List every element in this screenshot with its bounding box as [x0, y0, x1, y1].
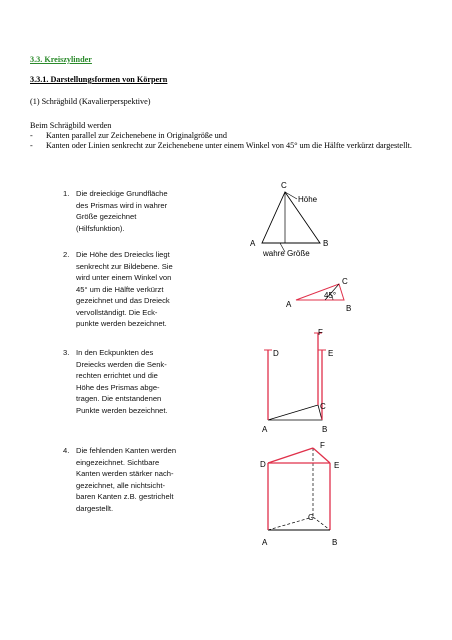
height-label: Höhe: [298, 195, 318, 204]
base-triangle: [268, 405, 322, 420]
vertex-label-e: E: [334, 461, 340, 470]
step-number: 2.: [63, 250, 70, 259]
step-line: gezeichnet und das Dreieck: [76, 296, 170, 305]
intro-text: Beim Schrägbild werden: [30, 121, 112, 130]
edge-ac-hidden: [268, 517, 313, 530]
angle-label: 45°: [324, 291, 337, 300]
step-line: wird unter einem Winkel von: [76, 273, 172, 282]
base-label: wahre Größe: [263, 249, 310, 258]
subsection-title: 3.3.1. Darstellungsformen von Körpern: [30, 75, 168, 84]
step-number: 1.: [63, 189, 70, 198]
vertex-label-a: A: [262, 538, 268, 547]
step-line: Kanten werden stärker nach-: [76, 469, 174, 478]
step-line: In den Eckpunkten des: [76, 348, 154, 357]
bullet-text: Kanten oder Linien senkrecht zur Zeichenebene unter einem Winkel von 45° um die Hälfte verkürzt dargestellt.: [46, 141, 412, 150]
vertex-label-f: F: [318, 328, 323, 337]
figure-1-triangle: [250, 181, 328, 258]
bullet-dash: -: [30, 131, 33, 140]
step-line: 45° um die Hälfte verkürzt: [76, 284, 164, 294]
figure-3-perpendiculars: [262, 328, 333, 434]
vertex-label-c: C: [308, 513, 314, 522]
step-line: punkte werden bezeichnet.: [76, 319, 167, 328]
bullet-text: Kanten parallel zur Zeichenebene in Originalgröße und: [46, 131, 227, 140]
edge-fe: [313, 448, 330, 463]
vertex-label-c: C: [320, 402, 326, 411]
vertex-label-c: C: [281, 181, 287, 190]
item-heading: (1) Schrägbild (Kavalierperspektive): [30, 97, 151, 106]
step-line: dargestellt.: [76, 503, 114, 513]
vertex-label-d: D: [273, 349, 279, 358]
height-label-leader: [285, 192, 297, 199]
vertex-label-d: D: [260, 460, 266, 469]
step-line: Größe gezeichnet: [76, 212, 137, 221]
step-line: tragen. Die entstandenen: [76, 394, 162, 403]
step-line: Die dreieckige Grundfläche: [76, 189, 168, 198]
step-line: Höhe des Prismas abge-: [76, 382, 160, 392]
vertex-label-b: B: [322, 425, 328, 434]
figure-4-prism: [260, 441, 339, 547]
edge-cb-hidden: [313, 517, 330, 530]
vertex-label-b: B: [323, 239, 329, 248]
step-line: des Prismas wird in wahrer: [76, 200, 168, 210]
step-line: Die Höhe des Dreiecks liegt: [76, 250, 170, 259]
bullet-dash: -: [30, 141, 33, 150]
vertex-label-a: A: [262, 425, 268, 434]
vertex-label-b: B: [332, 538, 338, 547]
vertex-label-f: F: [320, 441, 325, 450]
step-line: Die fehlenden Kanten werden: [76, 446, 177, 455]
vertex-label-a: A: [250, 239, 256, 248]
step-line: vervollständigt. Die Eck-: [76, 307, 158, 317]
step-number: 3.: [63, 348, 70, 357]
step-line: (Hilfsfunktion).: [76, 223, 125, 233]
edge-df: [268, 448, 313, 463]
step-line: rechten errichtet und die: [76, 371, 158, 380]
step-line: Punkte werden bezeichnet.: [76, 405, 168, 415]
vertex-label-a: A: [286, 300, 292, 309]
step-line: baren Kanten z.B. gestrichelt: [76, 492, 174, 501]
step-line: gezeichnet, alle nichtsicht-: [76, 480, 166, 490]
section-title: 3.3. Kreiszylinder: [30, 55, 92, 64]
figure-2-oblique-triangle: [286, 277, 351, 313]
step-line: eingezeichnet. Sichtbare: [76, 457, 160, 467]
step-line: senkrecht zur Bildebene. Sie: [76, 261, 173, 271]
vertex-label-c: C: [342, 277, 348, 286]
step-line: Dreiecks werden die Senk-: [76, 359, 167, 369]
vertex-label-b: B: [346, 304, 352, 313]
step-number: 4.: [63, 446, 70, 455]
vertex-label-e: E: [328, 349, 334, 358]
